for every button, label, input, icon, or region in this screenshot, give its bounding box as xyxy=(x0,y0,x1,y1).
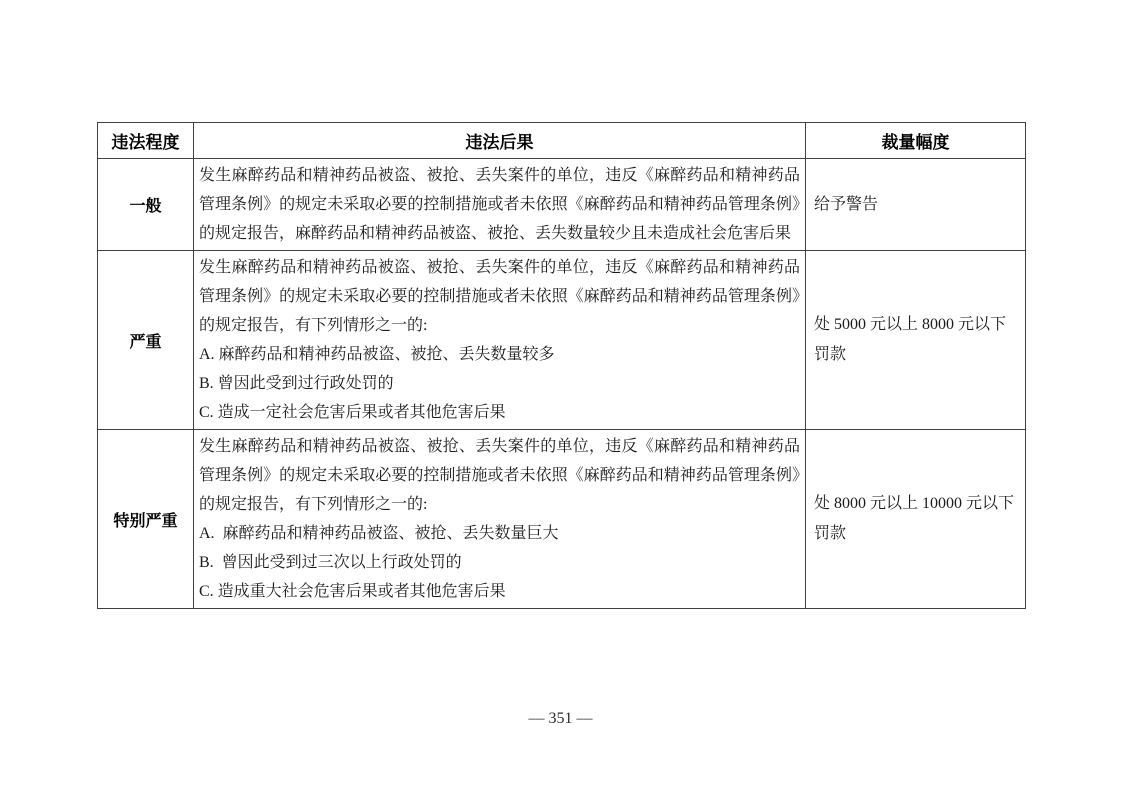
table-header-row xyxy=(98,123,1026,159)
header-violation-degree: 违法程度 xyxy=(98,123,194,159)
consequence-paragraph: 发生麻醉药品和精神药品被盗、被抢、丢失案件的单位，违反《麻醉药品和精神药品管理条例》的规定未采取必要的控制措施或者未依照《麻醉药品和精神药品管理条例》的规定报告，麻醉药品和精神药品被盗、被抢、丢失数量较少且未造成社会危害后果 xyxy=(199,167,800,242)
penalty-cell: 处 8000 元以上 10000 元以下罚款 xyxy=(806,430,1026,609)
table-row-serious xyxy=(98,251,1026,430)
consequence-paragraph: 发生麻醉药品和精神药品被盗、被抢、丢失案件的单位，违反《麻醉药品和精神药品管理条例》的规定未采取必要的控制措施或者未依照《麻醉药品和精神药品管理条例》的规定报告，有下列情形之一的: xyxy=(199,438,800,513)
consequence-cell xyxy=(194,430,806,609)
page-number: — 351 — xyxy=(528,710,593,727)
table-row-especially-serious xyxy=(98,430,1026,609)
penalty-cell: 给予警告 xyxy=(806,159,1026,251)
consequence-item-b: B. 曾因此受到过三次以上行政处罚的 xyxy=(199,554,462,571)
consequence-item-a: A. 麻醉药品和精神药品被盗、被抢、丢失数量巨大 xyxy=(199,525,559,542)
degree-cell: 特别严重 xyxy=(98,430,194,609)
consequence-item-a: A. 麻醉药品和精神药品被盗、被抢、丢失数量较多 xyxy=(199,346,555,363)
consequence-cell xyxy=(194,159,806,251)
header-violation-consequence: 违法后果 xyxy=(194,123,806,159)
degree-cell: 一般 xyxy=(98,159,194,251)
penalty-table xyxy=(97,122,1026,609)
consequence-item-c: C. 造成重大社会危害后果或者其他危害后果 xyxy=(199,583,506,600)
consequence-item-b: B. 曾因此受到过行政处罚的 xyxy=(199,375,394,392)
consequence-item-c: C. 造成一定社会危害后果或者其他危害后果 xyxy=(199,404,506,421)
degree-cell: 严重 xyxy=(98,251,194,430)
consequence-cell xyxy=(194,251,806,430)
table-row-general xyxy=(98,159,1026,251)
penalty-cell: 处 5000 元以上 8000 元以下罚款 xyxy=(806,251,1026,430)
consequence-paragraph: 发生麻醉药品和精神药品被盗、被抢、丢失案件的单位，违反《麻醉药品和精神药品管理条例》的规定未采取必要的控制措施或者未依照《麻醉药品和精神药品管理条例》的规定报告，有下列情形之一的: xyxy=(199,259,800,334)
header-discretion-range: 裁量幅度 xyxy=(806,123,1026,159)
